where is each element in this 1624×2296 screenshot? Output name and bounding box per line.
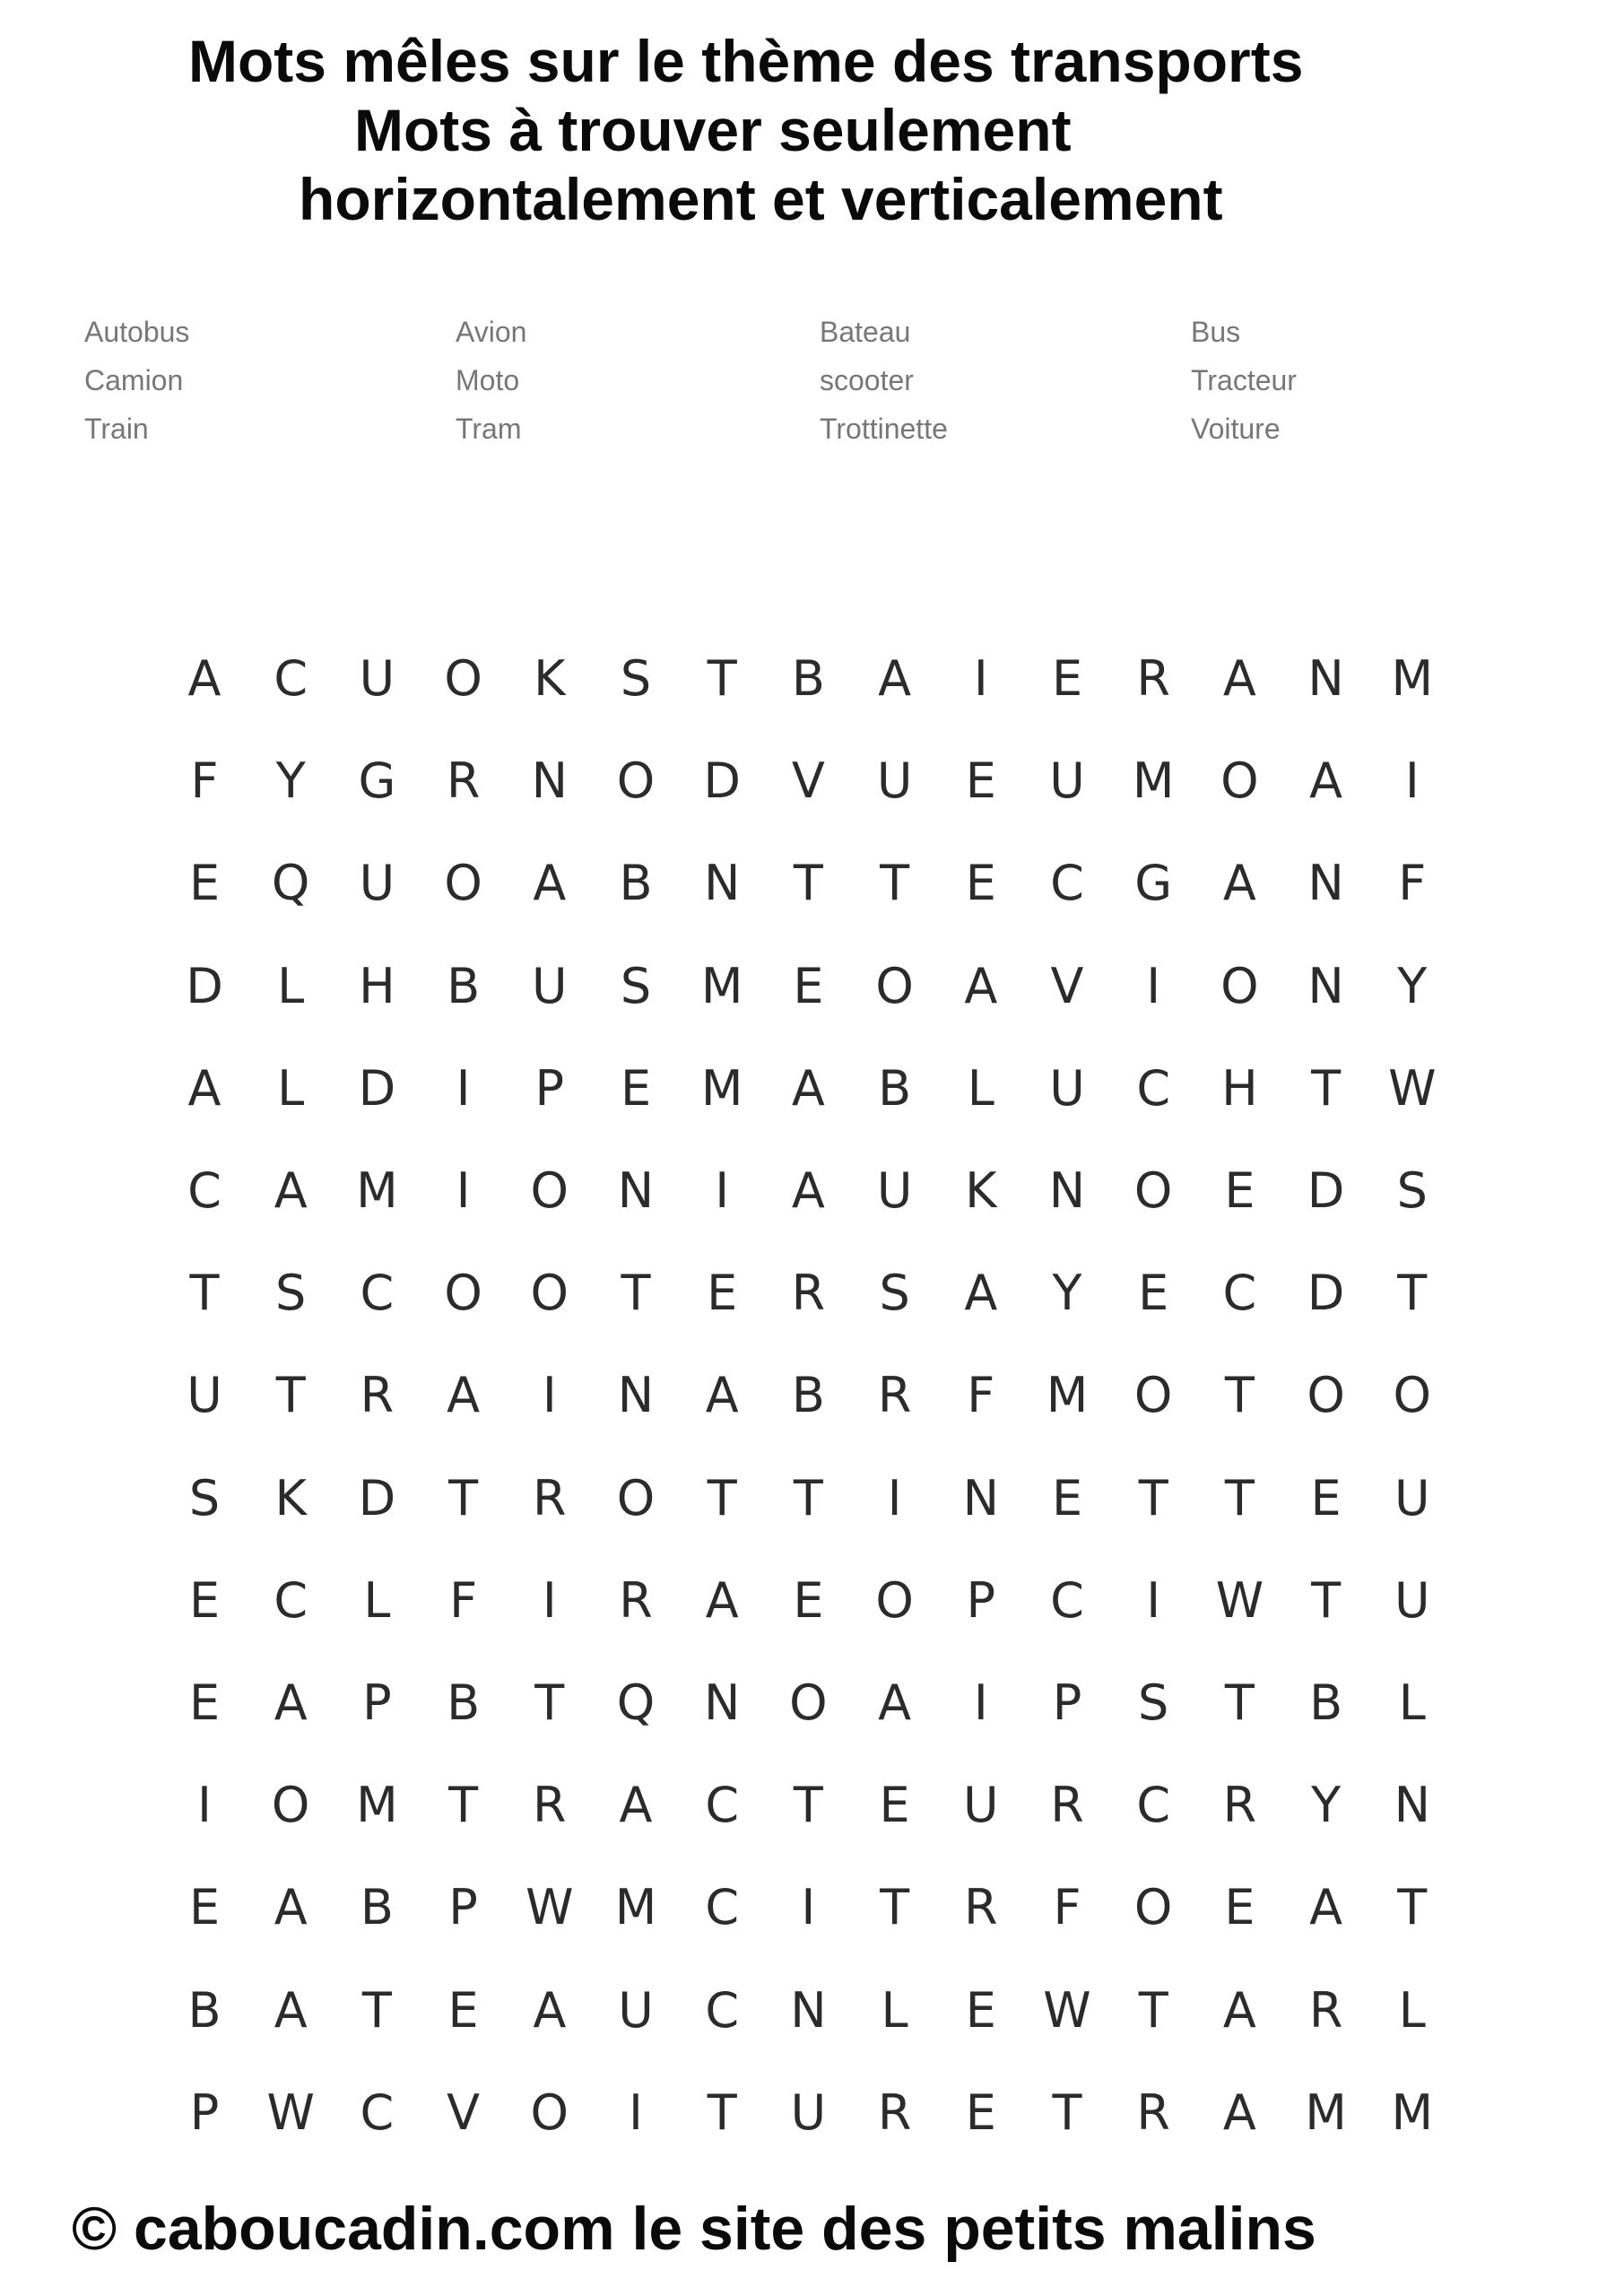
grid-letter[interactable]: I (1146, 1571, 1161, 1629)
grid-letter[interactable]: B (447, 957, 481, 1014)
grid-letter[interactable]: K (274, 1469, 307, 1526)
grid-letter[interactable]: T (880, 1879, 910, 1936)
title-line-3: horizontalement et verticalement (299, 166, 1223, 232)
grid-letter[interactable]: U (1394, 1571, 1430, 1629)
grid-letter[interactable]: E (879, 1777, 910, 1834)
grid-row (161, 730, 1480, 832)
grid-letter[interactable]: A (964, 1265, 998, 1322)
grid-letter[interactable]: T (1052, 2083, 1082, 2141)
grid-letter[interactable]: W (1043, 1981, 1091, 2039)
grid-row (161, 935, 1480, 1038)
grid-letter[interactable]: I (197, 1777, 212, 1834)
grid-letter[interactable]: T (1397, 1265, 1428, 1322)
grid-letter[interactable]: M (1046, 1367, 1089, 1424)
grid-letter[interactable]: I (542, 1571, 557, 1629)
grid-letter[interactable]: A (705, 1367, 739, 1424)
grid-letter[interactable]: L (1398, 1981, 1426, 2039)
grid-letter[interactable]: T (1224, 1469, 1255, 1526)
grid-letter[interactable]: R (964, 1879, 998, 1936)
grid-letter[interactable]: C (1136, 1059, 1171, 1117)
grid-letter[interactable]: O (1133, 1879, 1173, 1936)
grid-letter[interactable]: B (791, 1367, 825, 1424)
grid-letter[interactable]: B (619, 855, 653, 912)
grid-letter[interactable]: W (266, 2083, 315, 2141)
grid-letter[interactable]: A (187, 1059, 221, 1117)
grid-letter[interactable]: C (1222, 1265, 1257, 1322)
grid-row (161, 1140, 1480, 1242)
grid-letter[interactable]: E (1224, 1879, 1255, 1936)
grid-letter[interactable]: O (1393, 1367, 1432, 1424)
grid-letter[interactable]: T (707, 1469, 737, 1526)
grid-letter[interactable]: G (358, 752, 396, 810)
title-line-2: Mots à trouver seulement (354, 97, 1072, 163)
grid-letter[interactable]: R (1136, 650, 1170, 707)
grid-letter[interactable]: L (363, 1571, 391, 1629)
grid-letter[interactable]: A (274, 1162, 308, 1219)
grid-letter[interactable]: U (187, 1367, 222, 1424)
grid-letter[interactable]: I (973, 1674, 988, 1731)
grid-letter[interactable]: A (1309, 752, 1343, 810)
grid-letter[interactable]: T (621, 1265, 651, 1322)
grid-letter[interactable]: S (620, 650, 652, 707)
grid-letter[interactable]: L (277, 1059, 305, 1117)
grid-letter[interactable]: O (530, 2083, 569, 2141)
grid-letter[interactable]: D (186, 957, 223, 1014)
grid-letter[interactable]: N (1307, 855, 1344, 912)
grid-letter[interactable]: E (188, 1674, 221, 1731)
grid-letter[interactable]: E (188, 855, 221, 912)
grid-letter[interactable]: E (188, 1571, 221, 1629)
grid-letter[interactable]: N (790, 1981, 827, 2039)
grid-letter[interactable]: U (359, 650, 395, 707)
grid-letter[interactable]: T (1138, 1981, 1168, 2039)
grid-letter[interactable]: E (1138, 1265, 1169, 1322)
grid-letter[interactable]: V (791, 752, 825, 810)
grid-letter[interactable]: A (274, 1674, 308, 1731)
grid-letter[interactable]: F (1398, 855, 1427, 912)
grid-letter[interactable]: A (533, 1981, 567, 2039)
grid-letter[interactable]: U (1394, 1469, 1430, 1526)
grid-letter[interactable]: A (187, 650, 221, 707)
grid-letter[interactable]: K (965, 1162, 997, 1219)
grid-letter[interactable]: S (1396, 1162, 1428, 1219)
grid-letter[interactable]: K (534, 650, 566, 707)
grid-letter[interactable]: U (876, 752, 913, 810)
grid-letter[interactable]: A (274, 1879, 308, 1936)
grid-letter[interactable]: C (360, 1265, 395, 1322)
grid-letter[interactable]: A (447, 1367, 481, 1424)
grid-row (161, 1857, 1480, 1959)
grid-row (161, 1754, 1480, 1857)
grid-letter[interactable]: R (533, 1469, 567, 1526)
grid-letter[interactable]: O (530, 1162, 569, 1219)
grid-letter[interactable]: E (707, 1265, 738, 1322)
grid-letter[interactable]: U (1049, 752, 1085, 810)
grid-letter[interactable]: R (791, 1265, 826, 1322)
grid-letter[interactable]: N (1048, 1162, 1086, 1219)
grid-letter[interactable]: N (962, 1469, 999, 1526)
grid-row (161, 1038, 1480, 1140)
grid-letter[interactable]: S (1138, 1674, 1169, 1731)
grid-letter[interactable]: M (614, 1879, 657, 1936)
word-to-find: Bateau (820, 316, 911, 348)
grid-letter[interactable]: T (707, 650, 737, 707)
grid-letter[interactable]: O (1133, 1367, 1173, 1424)
grid-row (161, 1960, 1480, 2062)
grid-letter[interactable]: T (1311, 1059, 1342, 1117)
grid-letter[interactable]: O (444, 855, 482, 912)
word-list (84, 316, 1429, 468)
grid-letter[interactable]: O (1220, 752, 1259, 810)
grid-letter[interactable]: A (533, 855, 567, 912)
grid-letter[interactable]: I (1404, 752, 1420, 810)
grid-letter[interactable]: E (965, 855, 996, 912)
grid-letter[interactable]: V (447, 2083, 481, 2141)
grid-letter[interactable]: M (1391, 2083, 1434, 2141)
grid-letter[interactable]: B (791, 650, 825, 707)
grid-letter[interactable]: T (448, 1469, 479, 1526)
grid-letter[interactable]: W (525, 1879, 574, 1936)
grid-letter[interactable]: E (965, 752, 996, 810)
grid-letter[interactable]: Y (1311, 1777, 1342, 1834)
grid-letter[interactable]: C (705, 1879, 740, 1936)
grid-letter[interactable]: A (791, 1059, 825, 1117)
grid-letter[interactable]: C (1050, 855, 1084, 912)
grid-letter[interactable]: R (1308, 1981, 1343, 2039)
grid-letter[interactable]: Q (271, 855, 310, 912)
grid-letter[interactable]: M (356, 1162, 398, 1219)
grid-letter[interactable]: N (617, 1162, 655, 1219)
grid-letter[interactable]: N (703, 855, 741, 912)
word-to-find: Camion (84, 364, 184, 396)
grid-letter[interactable]: E (793, 957, 824, 1014)
grid-letter[interactable]: D (1307, 1162, 1345, 1219)
grid-letter[interactable]: A (1309, 1879, 1343, 1936)
grid-letter[interactable]: M (700, 1059, 743, 1117)
grid-letter[interactable]: B (187, 1981, 221, 2039)
grid-letter[interactable]: B (1309, 1674, 1343, 1731)
grid-letter[interactable]: T (793, 1777, 823, 1834)
grid-letter[interactable]: T (1138, 1469, 1168, 1526)
grid-letter[interactable]: I (715, 1162, 730, 1219)
grid-letter[interactable]: R (1222, 1777, 1257, 1834)
grid-letter[interactable]: D (358, 1469, 396, 1526)
grid-letter[interactable]: G (1134, 855, 1173, 912)
grid-letter[interactable]: D (703, 752, 741, 810)
grid-letter[interactable]: P (362, 1674, 392, 1731)
grid-letter[interactable]: C (187, 1162, 221, 1219)
grid-row (161, 2062, 1480, 2164)
letter-grid (161, 628, 1480, 2152)
grid-row (161, 832, 1480, 935)
grid-letter[interactable]: S (620, 957, 652, 1014)
grid-letter[interactable]: A (1222, 1981, 1256, 2039)
grid-letter[interactable]: E (1224, 1162, 1255, 1219)
grid-letter[interactable]: C (1050, 1571, 1084, 1629)
grid-letter[interactable]: L (967, 1059, 994, 1117)
grid-letter[interactable]: O (616, 752, 656, 810)
grid-letter[interactable]: C (274, 650, 308, 707)
grid-letter[interactable]: O (875, 1571, 914, 1629)
grid-letter[interactable]: I (629, 2083, 643, 2141)
grid-letter[interactable]: A (274, 1981, 308, 2039)
grid-letter[interactable]: N (1307, 650, 1344, 707)
grid-letter[interactable]: O (444, 1265, 482, 1322)
grid-letter[interactable]: M (700, 957, 743, 1014)
grid-letter[interactable]: A (619, 1777, 653, 1834)
grid-letter[interactable]: E (1051, 1469, 1083, 1526)
grid-letter[interactable]: F (967, 1367, 995, 1424)
grid-row (161, 1448, 1480, 1550)
grid-letter[interactable]: Y (275, 752, 306, 810)
word-to-find: Moto (456, 364, 520, 396)
grid-letter[interactable]: O (789, 1674, 828, 1731)
grid-letter[interactable]: T (1224, 1674, 1255, 1731)
grid-letter[interactable]: R (1050, 1777, 1084, 1834)
grid-letter[interactable]: S (879, 1265, 910, 1322)
grid-letter[interactable]: P (189, 2083, 220, 2141)
grid-letter[interactable]: R (877, 2083, 912, 2141)
grid-letter[interactable]: U (532, 957, 568, 1014)
grid-letter[interactable]: F (1053, 1879, 1081, 1936)
grid-letter[interactable]: A (1222, 2083, 1256, 2141)
grid-letter[interactable]: I (801, 1879, 816, 1936)
grid-letter[interactable]: E (965, 1981, 996, 2039)
grid-letter[interactable]: U (790, 2083, 827, 2141)
grid-letter[interactable]: T (1397, 1879, 1428, 1936)
grid-row (161, 628, 1480, 730)
grid-letter[interactable]: A (878, 650, 912, 707)
grid-letter[interactable]: O (271, 1777, 310, 1834)
grid-row (161, 1344, 1480, 1447)
word-to-find: Train (84, 413, 149, 445)
grid-letter[interactable]: E (965, 2083, 996, 2141)
word-to-find: Tram (456, 413, 522, 445)
grid-letter[interactable]: U (618, 1981, 654, 2039)
grid-letter[interactable]: F (449, 1571, 478, 1629)
grid-letter[interactable]: P (966, 1571, 996, 1629)
grid-letter[interactable]: R (533, 1777, 567, 1834)
grid-letter[interactable]: L (1398, 1674, 1426, 1731)
grid-letter[interactable]: N (1394, 1777, 1430, 1834)
grid-letter[interactable]: O (616, 1469, 656, 1526)
grid-letter[interactable]: Y (1052, 1265, 1082, 1322)
title-line-1: Mots mêles sur le thème des transports (188, 28, 1304, 94)
grid-letter[interactable]: S (188, 1469, 221, 1526)
grid-letter[interactable]: C (360, 2083, 395, 2141)
grid-letter[interactable]: O (1307, 1367, 1345, 1424)
grid-letter[interactable]: S (275, 1265, 307, 1322)
grid-letter[interactable]: T (880, 855, 910, 912)
word-to-find: Bus (1191, 316, 1241, 348)
grid-letter[interactable]: T (793, 1469, 823, 1526)
grid-letter[interactable]: L (277, 957, 305, 1014)
grid-letter[interactable]: R (446, 752, 481, 810)
grid-row (161, 1242, 1480, 1344)
grid-letter[interactable]: V (1050, 957, 1084, 1014)
grid-letter[interactable]: U (359, 855, 395, 912)
grid-row (161, 1652, 1480, 1754)
grid-letter[interactable]: I (542, 1367, 557, 1424)
grid-letter[interactable]: T (1311, 1571, 1342, 1629)
grid-letter[interactable]: O (1133, 1162, 1173, 1219)
word-to-find: Autobus (84, 316, 190, 348)
grid-letter[interactable]: O (1220, 957, 1259, 1014)
grid-letter[interactable]: I (973, 650, 988, 707)
grid-letter[interactable]: U (876, 1162, 913, 1219)
grid-letter[interactable]: I (1146, 957, 1161, 1014)
grid-letter[interactable]: M (1305, 2083, 1347, 2141)
grid-letter[interactable]: D (358, 1059, 396, 1117)
grid-letter[interactable]: R (619, 1571, 653, 1629)
grid-letter[interactable]: O (530, 1265, 569, 1322)
grid-letter[interactable]: I (456, 1162, 471, 1219)
grid-letter[interactable]: T (448, 1777, 479, 1834)
grid-letter[interactable]: P (448, 1879, 478, 1936)
grid-letter[interactable]: O (875, 957, 914, 1014)
grid-letter[interactable]: C (705, 1777, 740, 1834)
grid-letter[interactable]: M (356, 1777, 398, 1834)
grid-letter[interactable]: W (1215, 1571, 1264, 1629)
grid-letter[interactable]: A (705, 1571, 739, 1629)
footer-copyright: © caboucadin.com le site des petits malins (72, 2195, 1316, 2263)
word-to-find: Trottinette (820, 413, 948, 445)
grid-letter[interactable]: B (360, 1879, 394, 1936)
word-to-find: Tracteur (1191, 364, 1297, 396)
grid-letter[interactable]: E (188, 1879, 221, 1936)
grid-letter[interactable]: U (1049, 1059, 1085, 1117)
grid-letter[interactable]: H (359, 957, 395, 1014)
grid-letter[interactable]: I (887, 1469, 902, 1526)
grid-letter[interactable]: T (361, 1981, 392, 2039)
grid-letter[interactable]: P (1052, 1674, 1082, 1731)
grid-letter[interactable]: L (881, 1981, 908, 2039)
grid-letter[interactable]: C (705, 1981, 740, 2039)
grid-letter[interactable]: E (620, 1059, 652, 1117)
grid-letter[interactable]: C (274, 1571, 308, 1629)
grid-letter[interactable]: E (793, 1571, 824, 1629)
grid-letter[interactable]: N (617, 1367, 655, 1424)
grid-letter[interactable]: A (1222, 650, 1256, 707)
grid-letter[interactable]: M (1132, 752, 1175, 810)
grid-letter[interactable]: E (447, 1981, 479, 2039)
grid-letter[interactable]: R (1136, 2083, 1170, 2141)
grid-letter[interactable]: R (877, 1367, 912, 1424)
grid-letter[interactable]: T (534, 1674, 565, 1731)
word-to-find: Avion (456, 316, 527, 348)
grid-letter[interactable]: W (1388, 1059, 1437, 1117)
grid-letter[interactable]: M (1391, 650, 1434, 707)
grid-letter[interactable]: A (1222, 855, 1256, 912)
grid-letter[interactable]: C (1136, 1777, 1171, 1834)
grid-letter[interactable]: R (360, 1367, 395, 1424)
word-to-find: scooter (820, 364, 914, 396)
grid-letter[interactable]: O (444, 650, 482, 707)
grid-letter[interactable]: T (1224, 1367, 1255, 1424)
grid-letter[interactable]: P (534, 1059, 565, 1117)
grid-letter[interactable]: B (878, 1059, 912, 1117)
grid-letter[interactable]: I (456, 1059, 471, 1117)
grid-letter[interactable]: Y (1397, 957, 1428, 1014)
grid-letter[interactable]: T (707, 2083, 737, 2141)
grid-letter[interactable]: F (190, 752, 219, 810)
grid-letter[interactable]: U (963, 1777, 999, 1834)
grid-letter[interactable]: T (189, 1265, 220, 1322)
grid-letter[interactable]: T (793, 855, 823, 912)
grid-letter[interactable]: N (703, 1674, 741, 1731)
grid-letter[interactable]: A (964, 957, 998, 1014)
grid-letter[interactable]: N (531, 752, 568, 810)
grid-row (161, 1550, 1480, 1652)
grid-letter[interactable]: B (447, 1674, 481, 1731)
grid-letter[interactable]: N (1307, 957, 1344, 1014)
grid-letter[interactable]: Q (616, 1674, 656, 1731)
grid-letter[interactable]: A (791, 1162, 825, 1219)
grid-letter[interactable]: A (878, 1674, 912, 1731)
grid-letter[interactable]: H (1221, 1059, 1258, 1117)
grid-letter[interactable]: T (275, 1367, 306, 1424)
word-to-find: Voiture (1191, 413, 1281, 445)
grid-letter[interactable]: D (1307, 1265, 1345, 1322)
grid-letter[interactable]: E (1051, 650, 1083, 707)
grid-letter[interactable]: E (1310, 1469, 1342, 1526)
